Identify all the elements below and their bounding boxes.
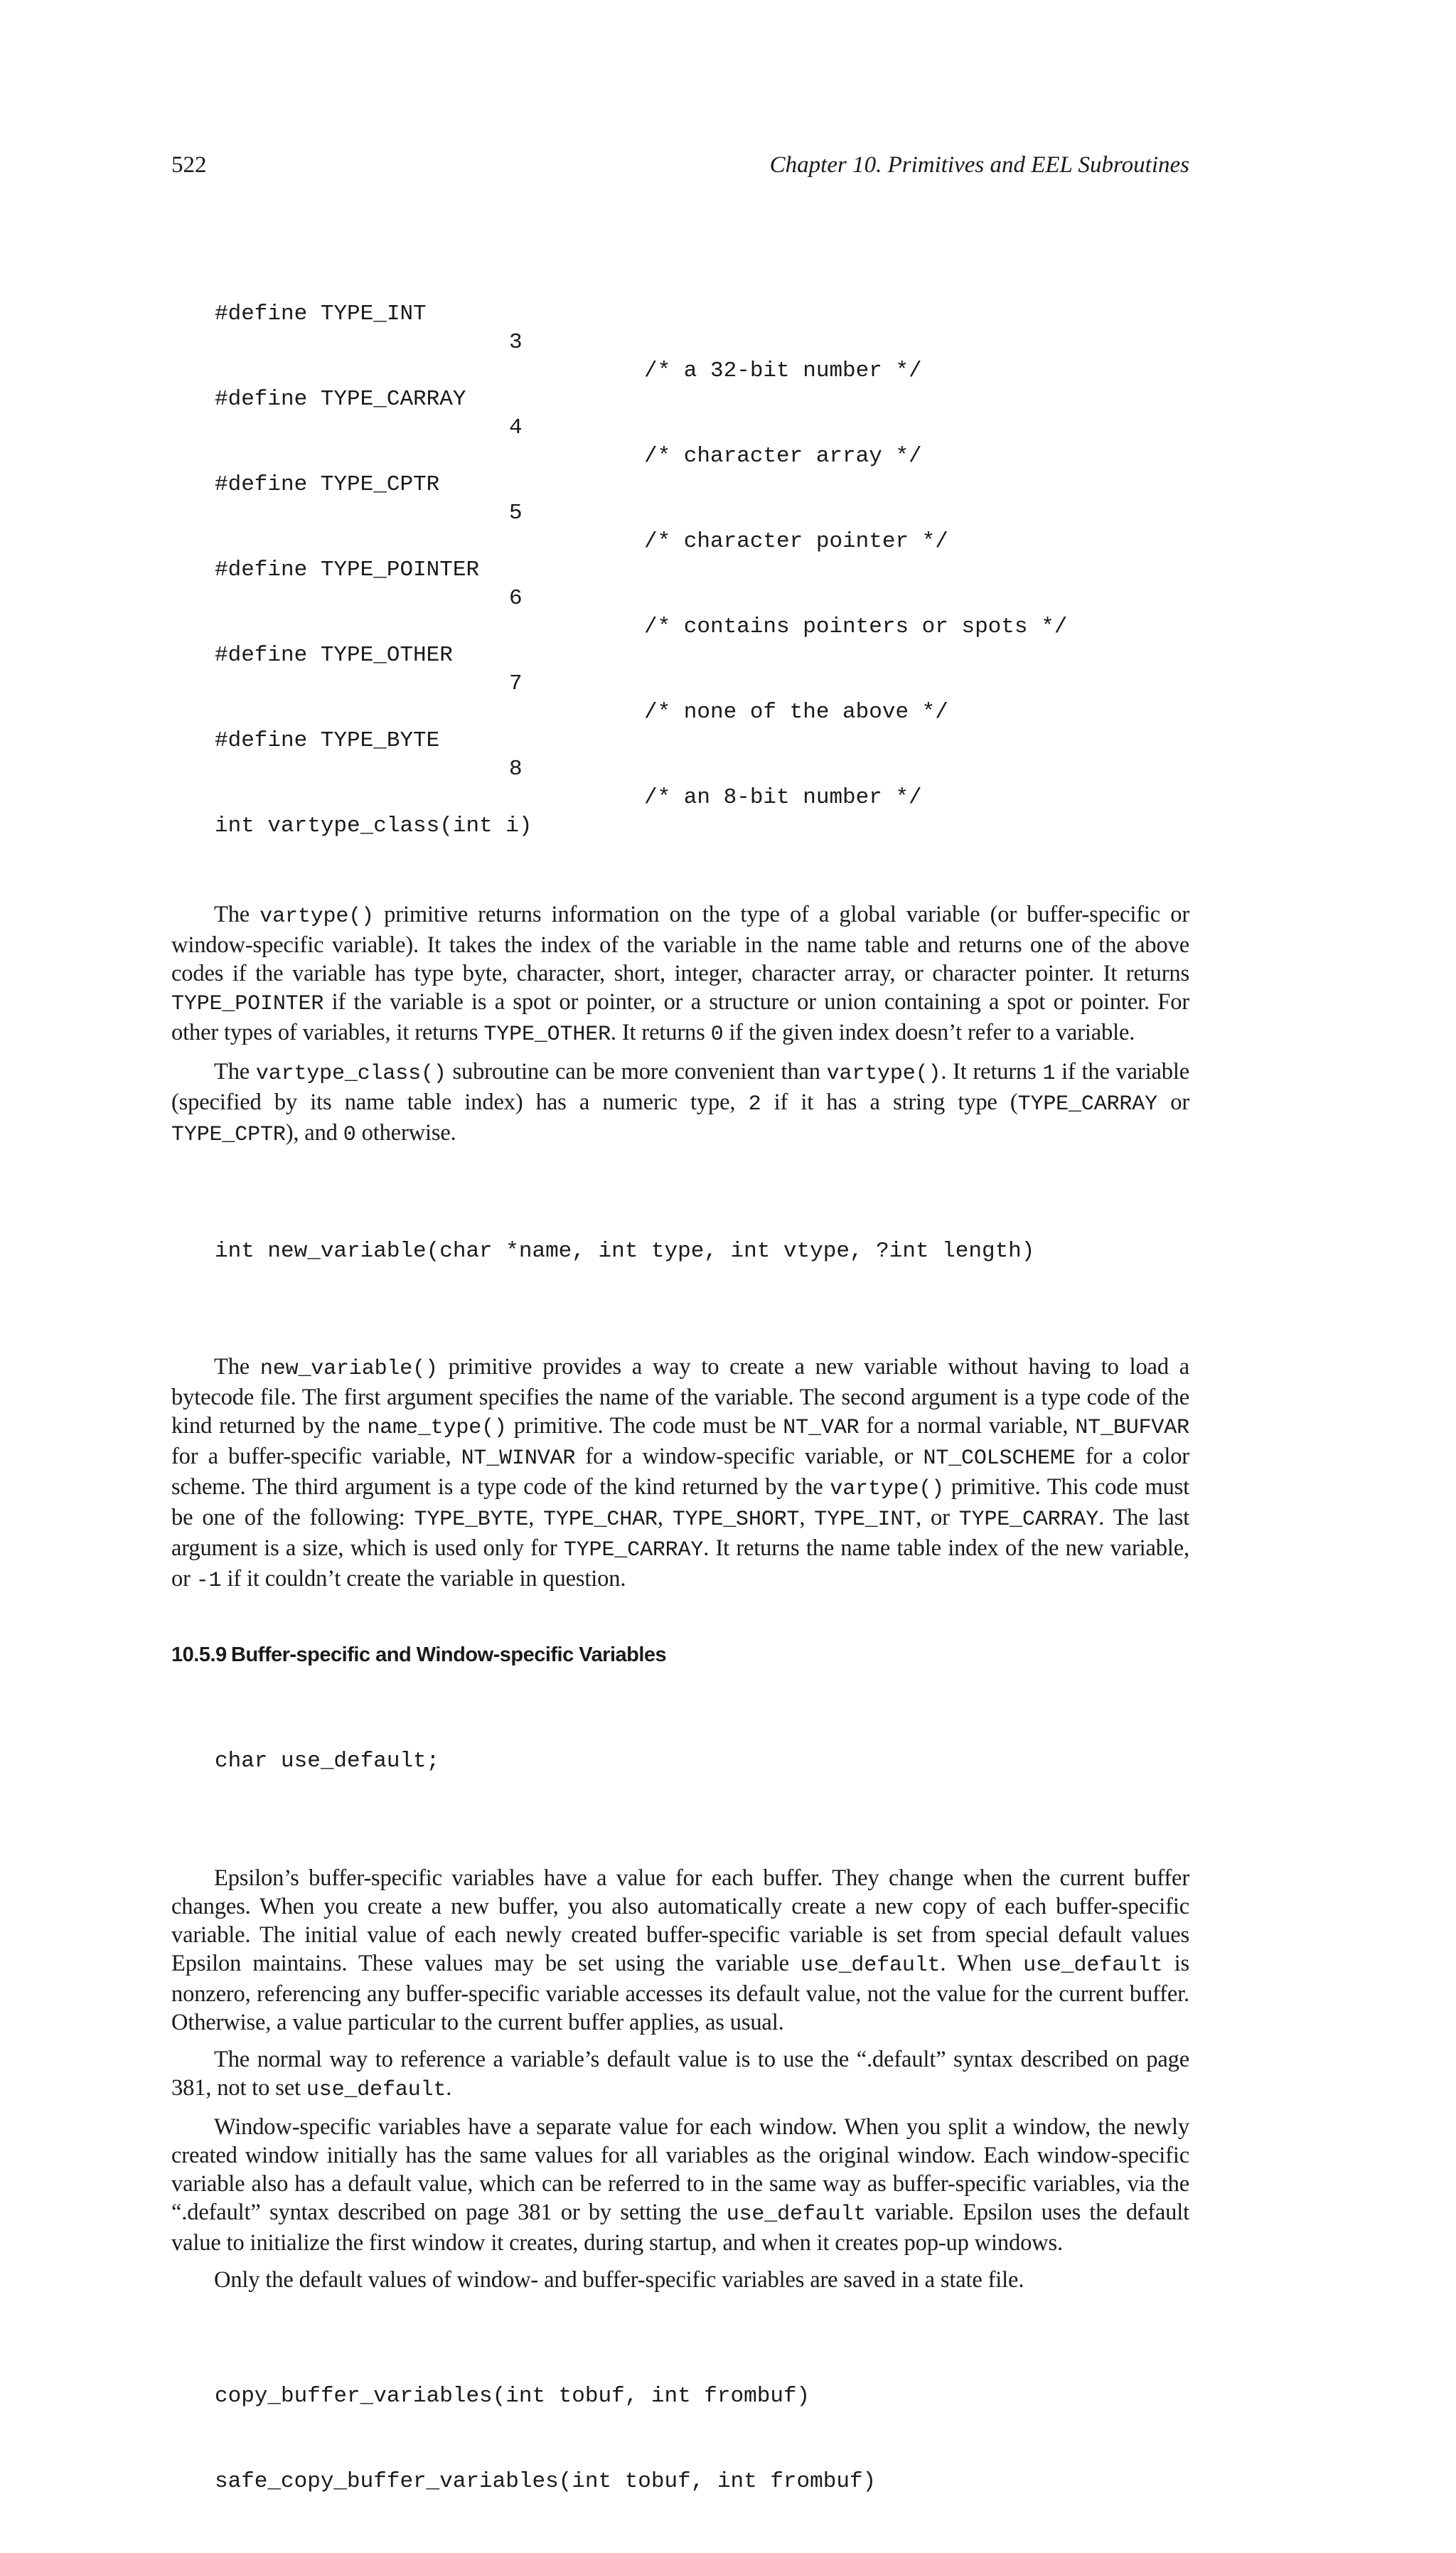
page-number: 522 [171,152,207,178]
define-value: 6 [509,586,523,611]
define-row [171,528,1189,639]
define-comment: /* character array */ [644,444,922,469]
paragraph-buffer-specific: Epsilon’s buffer-specific variables have a value for each buffer. They change when the current buffer changes. When you create a new buffer, you also automatically create a new copy of each buffer-specific variable. The initial value of each newly created buffer-specific variable is set from special default values Epsilon maintains. These values may be set using the variable use_default. When use_default is nonzero, referencing any buffer-specific variable accesses its default value, not the value for the current buffer. Otherwise, a value particular to the current buffer applies, as usual. [171,1865,1190,2035]
paragraph-new-variable: The new_variable() primitive provides a way to create a new variable without having to load a bytecode file. The first argument specifies the name of the variable. The second argument is a type code of the kind returned by the name_type() primitive. The code must be NT_VAR for a normal variable, NT_BUFVAR for a buffer-specific variable, NT_WINVAR for a window-specific variable, or NT_COLSCHEME for a color scheme. The third argument is a type code of the kind returned by the vartype() primitive. This code must be one of the following: TYPE_BYTE, TYPE_CHAR, TYPE_SHORT, TYPE_INT, or TYPE_CARRAY. The last argument is a size, which is used only for TYPE_CARRAY. It returns the name table index of the new variable, or -1 if it couldn’t create the variable in question. [171,1354,1190,1593]
define-value: 4 [509,415,523,440]
paragraph-vartype-class: The vartype_class() subroutine can be more convenient than vartype(). It returns 1 if the variable (specified by its name table index) has a numeric type, 2 if it has a string type (TYPE_CARRAY or TYPE_CPTR), and 0 otherwise. [171,1059,1189,1147]
define-comment: /* none of the above */ [644,700,948,725]
define-name: #define TYPE_CPTR [215,472,440,497]
paragraph-default-syntax: The normal way to reference a variable’s default value is to use the “.default” syntax described on page 381, not to set use_default. [171,2047,1189,2102]
paragraph-state-file: Only the default values of window- and buffer-specific variables are saved in a state file. [214,2267,1024,2293]
define-comment: /* an 8-bit number */ [644,785,922,810]
page-content [171,215,1189,2553]
use-default-code-block [171,1690,1189,1833]
define-value: 7 [509,671,523,696]
copy-buffer-code-block [171,2325,1189,2553]
variable-declaration: char use_default; [215,1749,440,1774]
paragraph-vartype: The vartype() primitive returns information on the type of a global variable (or buffer-specific or window-specific variable). It takes the index of the variable in the name table and returns one of the above codes if the variable has type byte, character, short, integer, character array, or character pointer. It returns TYPE_POINTER if the variable is a spot or pointer, or a structure or union containing a spot or pointer. For other types of variables, it returns TYPE_OTHER. It returns 0 if the given index doesn’t refer to a variable. [171,902,1189,1047]
define-row [171,442,1189,554]
define-code-block [171,215,1189,869]
define-comment: /* a 32-bit number */ [644,358,922,383]
define-row [171,698,1189,810]
define-value: 3 [509,330,523,355]
define-comment: /* character pointer */ [644,529,948,554]
define-name: #define TYPE_OTHER [215,643,453,668]
function-signature: int vartype_class(int i) [215,814,532,838]
define-name: #define TYPE_POINTER [215,558,480,582]
new-variable-code-block [171,1180,1189,1323]
section-title: Buffer-specific and Window-specific Variables [231,1643,667,1666]
define-name: #define TYPE_INT [215,302,427,326]
code-line [171,784,1189,838]
function-signature: copy_buffer_variables(int tobuf, int frombuf) [215,2384,810,2409]
define-name: #define TYPE_CARRAY [215,387,466,412]
define-row [171,272,1189,383]
paragraph-window-specific: Window-specific variables have a separate value for each window. When you split a window, the newly created window initially has the same values for all variables as the original window. Each window-specific variable also has a default value, which can be referred to in the same way as buffer-specific variables, via the “.default” syntax described on page 381 or by setting the use_default variable. Epsilon uses the default value to initialize the first window it creates, during startup, and when it creates pop-up windows. [171,2114,1189,2256]
section-heading [171,1641,1189,1669]
define-row [171,357,1189,469]
define-row [171,613,1189,725]
define-value: 5 [509,501,523,526]
define-comment: /* contains pointers or spots */ [644,614,1068,639]
function-signature: int new_variable(char *name, int type, int vtype, ?int length) [215,1239,1035,1264]
function-signature: safe_copy_buffer_variables(int tobuf, int frombuf) [215,2469,877,2494]
running-head: Chapter 10. Primitives and EEL Subroutines [769,152,1189,178]
define-name: #define TYPE_BYTE [215,728,440,753]
section-number: 10.5.9 [171,1643,227,1666]
define-value: 8 [509,757,523,782]
page-header [171,148,1189,182]
